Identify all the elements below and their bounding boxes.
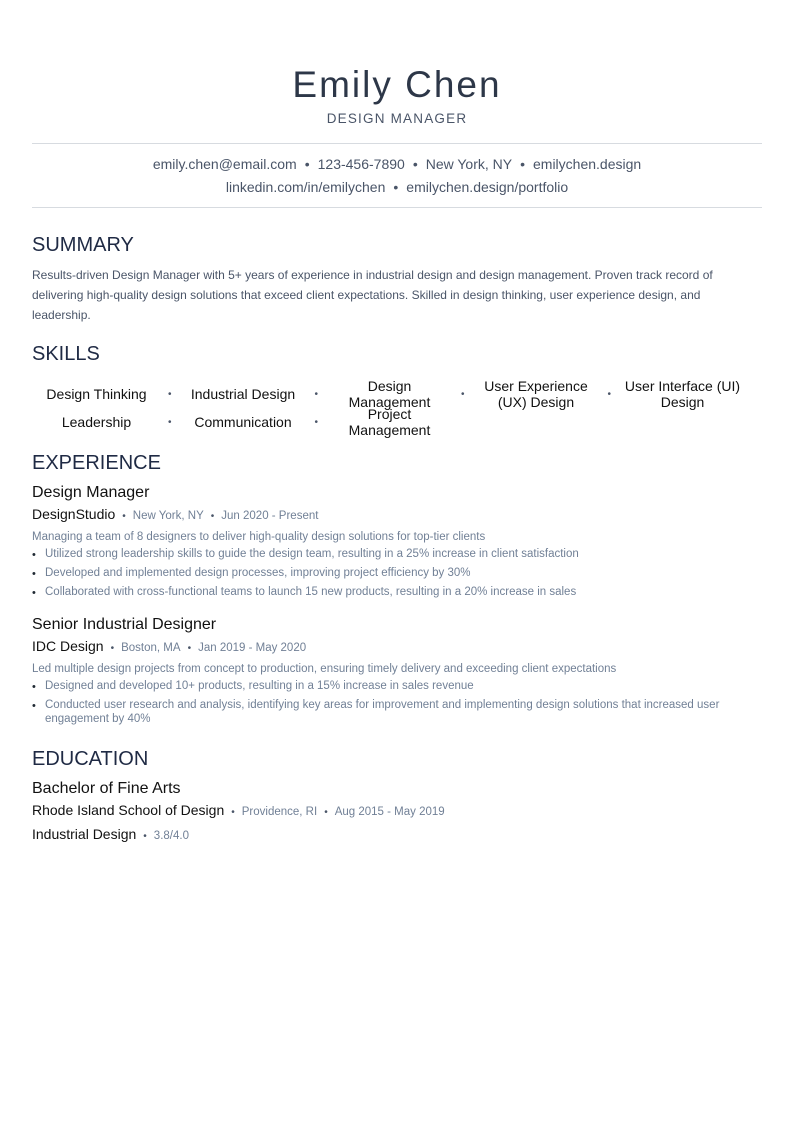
job-bullet: • Developed and implemented design processes, improving project efficiency by 30% [32,566,762,580]
job-bullet: • Utilized strong leadership skills to guide the design team, resulting in a 25% increase in client satisfaction [32,547,762,561]
job-bullet: • Collaborated with cross-functional teams to launch 15 new products, resulting in a 20% increase in sales [32,585,762,599]
job-description: Led multiple design projects from concept to production, ensuring timely delivery and exceeding client expectations [32,663,617,675]
job-title: Design Manager [32,484,150,501]
section-heading-summary: SUMMARY [32,234,134,256]
candidate-title: DESIGN MANAGER [326,111,468,126]
summary-text: Results-driven Design Manager with 5+ years of experience in industrial design and design management. Proven track record of delivering high-quality design solutions that exceed client expectations. Skilled in design thinking, user experience design, and leadership. [32,268,713,322]
education-major: Industrial Design [32,826,137,842]
job-entry [32,483,762,599]
job-dates: Jan 2019 - May 2020 [198,642,307,654]
resume-page [32,0,762,847]
section-heading-experience: EXPERIENCE [32,452,161,474]
job-company: DesignStudio [32,506,116,522]
education-dates: Aug 2015 - May 2019 [334,806,445,818]
education-degree: Bachelor of Fine Arts [32,780,181,797]
contact-line-2 [32,176,762,199]
skill-item: Communication [194,414,292,430]
meta-separator: • [210,511,215,522]
summary-section [32,233,762,325]
skill-item: User Experience (UX) Design [484,378,588,410]
contact-separator: • [304,156,310,172]
skills-row [32,406,762,438]
skill-item: Leadership [61,414,132,430]
skill-separator: • [167,388,172,400]
candidate-name: Emily Chen [292,64,502,105]
skill-separator: • [314,388,318,400]
contact-info [32,143,762,208]
contact-phone[interactable]: 123-456-7890 [317,156,405,172]
contact-linkedin[interactable]: linkedin.com/in/emilychen [225,179,386,195]
contact-portfolio[interactable]: emilychen.design/portfolio [406,179,569,195]
skill-item: Industrial Design [190,386,296,402]
meta-separator: • [143,831,147,842]
job-bullet: • Conducted user research and analysis, identifying key areas for improvement and implementing design solutions that increased user engagement by 40% [32,698,762,726]
contact-website[interactable]: emilychen.design [533,156,642,172]
contact-separator: • [393,179,399,195]
job-meta [32,636,762,659]
meta-separator: • [231,807,235,818]
education-section [32,747,762,847]
skill-item: Design Management [348,378,431,410]
contact-separator: • [520,156,525,172]
skill-separator: • [314,416,318,428]
experience-section [32,451,762,726]
skill-separator: • [607,388,611,400]
skill-item: Design Thinking [46,386,147,402]
contact-line-1 [32,153,762,176]
job-location: Boston, MA [121,642,181,654]
meta-separator: • [187,643,192,654]
job-title: Senior Industrial Designer [32,616,217,633]
contact-email[interactable]: emily.chen@email.com [152,156,297,172]
meta-separator: • [324,807,328,818]
skill-item: Project Management [348,406,431,438]
job-bullet: • Designed and developed 10+ products, resulting in a 15% increase in sales revenue [32,679,762,693]
skill-separator: • [167,416,172,428]
job-bullets [32,547,762,599]
skills-grid [32,374,762,438]
education-gpa: 3.8/4.0 [153,830,189,842]
meta-separator: • [122,511,126,522]
education-location: Providence, RI [241,806,318,818]
education-school: Rhode Island School of Design [32,802,225,818]
education-major-line [32,824,762,847]
skill-separator: • [460,388,465,400]
job-bullets [32,679,762,726]
education-meta [32,800,762,823]
section-heading-education: EDUCATION [32,748,149,770]
job-company: IDC Design [32,638,104,654]
job-entry [32,615,762,726]
job-location: New York, NY [132,510,204,522]
job-meta [32,504,762,527]
meta-separator: • [110,643,115,654]
resume-header [32,0,762,128]
contact-location: New York, NY [425,156,513,172]
contact-separator: • [412,156,418,172]
skills-section [32,342,762,438]
skill-item: User Interface (UI) Design [624,378,741,410]
section-heading-skills: SKILLS [32,343,100,365]
job-description: Managing a team of 8 designers to deliver high-quality design solutions for top-tier clients [32,531,486,543]
job-dates: Jun 2020 - Present [221,510,319,522]
